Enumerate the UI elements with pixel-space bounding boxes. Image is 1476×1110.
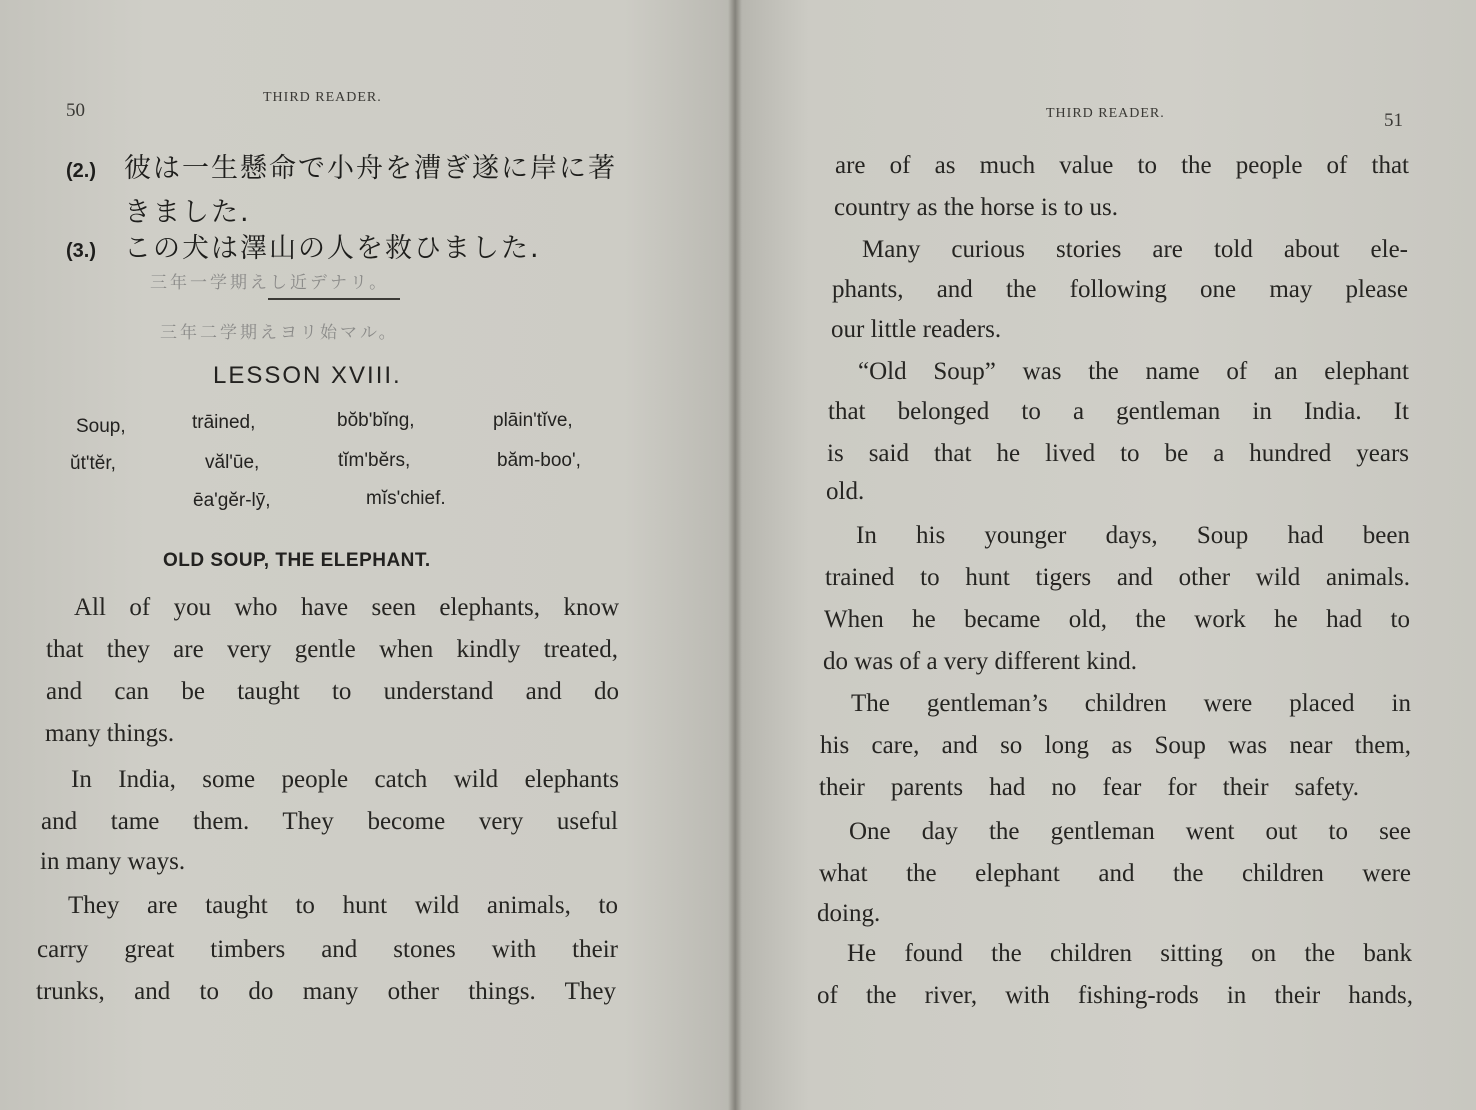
text-line: The gentleman’s children were placed in	[851, 690, 1411, 717]
vocab-word: tĭm'bĕrs,	[338, 450, 411, 471]
exercise-number: (3.)	[66, 240, 96, 262]
pencil-note: 三年二学期えヨリ始マル。	[160, 323, 399, 343]
text-line: do was of a very different kind.	[823, 648, 1138, 675]
text-line: our little readers.	[831, 316, 1002, 343]
exercise-number: (2.)	[66, 160, 96, 182]
vocab-word: Soup,	[76, 416, 126, 437]
text-line: They are taught to hunt wild animals, to	[68, 892, 618, 919]
text-line: is said that he lived to be a hundred years	[827, 440, 1409, 467]
left-page	[0, 0, 735, 1110]
story-heading: OLD SOUP, THE ELEPHANT.	[163, 550, 431, 571]
book-gutter	[728, 0, 742, 1110]
divider-rule	[268, 298, 400, 300]
text-line: phants, and the following one may please	[832, 276, 1408, 303]
text-line: One day the gentleman went out to see	[849, 818, 1411, 845]
text-line: trained to hunt tigers and other wild animals.	[825, 564, 1410, 591]
text-line: In India, some people catch wild elephants	[71, 766, 619, 793]
running-head: THIRD READER.	[1046, 106, 1165, 121]
text-line: are of as much value to the people of that	[835, 152, 1409, 179]
vocab-word: ēa'gĕr-lȳ,	[193, 490, 271, 511]
text-line: that they are very gentle when kindly treated,	[46, 636, 618, 663]
text-line: All of you who have seen elephants, know	[74, 594, 619, 621]
text-line: old.	[826, 478, 865, 505]
exercise-line: この犬は澤山の人を救ひました.	[124, 233, 541, 264]
lesson-title: LESSON XVIII.	[213, 362, 402, 389]
vocab-word: mĭs'chief.	[366, 488, 446, 509]
page-number: 51	[1384, 110, 1403, 131]
text-line: what the elephant and the children were	[819, 860, 1411, 887]
vocab-word: băm-boo',	[497, 450, 581, 471]
text-line: many things.	[45, 720, 175, 747]
text-line: He found the children sitting on the bank	[847, 940, 1412, 967]
pencil-note: 三年一学期えし近デナリ。	[150, 273, 390, 293]
text-line: carry great timbers and stones with their	[37, 936, 618, 963]
exercise-line: 彼は一生懸命で小舟を漕ぎ遂に岸に著	[124, 153, 617, 184]
exercise-line: きました.	[124, 197, 251, 228]
text-line: in many ways.	[40, 848, 186, 875]
vocab-word: ŭt'tĕr,	[70, 453, 116, 474]
text-line: their parents had no fear for their safety.	[819, 774, 1359, 801]
vocab-word: plāin'tĭve,	[493, 410, 573, 431]
text-line: and can be taught to understand and do	[46, 678, 619, 705]
text-line: In his younger days, Soup had been	[856, 522, 1410, 549]
text-line: trunks, and to do many other things. They	[36, 978, 616, 1005]
running-head: THIRD READER.	[263, 90, 382, 105]
text-line: country as the horse is to us.	[834, 194, 1118, 221]
vocab-word: bŏb'bĭng,	[337, 410, 415, 431]
right-page	[735, 0, 1476, 1110]
text-line: doing.	[817, 900, 881, 927]
text-line: Many curious stories are told about ele-	[862, 236, 1408, 263]
text-line: “Old Soup” was the name of an elephant	[858, 358, 1409, 385]
text-line: and tame them. They become very useful	[41, 808, 618, 835]
vocab-word: trāined,	[192, 412, 256, 433]
text-line: When he became old, the work he had to	[824, 606, 1410, 633]
text-line: that belonged to a gentleman in India. It	[828, 398, 1409, 425]
vocab-word: văl'ūe,	[205, 452, 260, 473]
text-line: his care, and so long as Soup was near them,	[820, 732, 1411, 759]
page-number: 50	[66, 100, 85, 121]
text-line: of the river, with fishing-rods in their hands,	[817, 982, 1413, 1009]
